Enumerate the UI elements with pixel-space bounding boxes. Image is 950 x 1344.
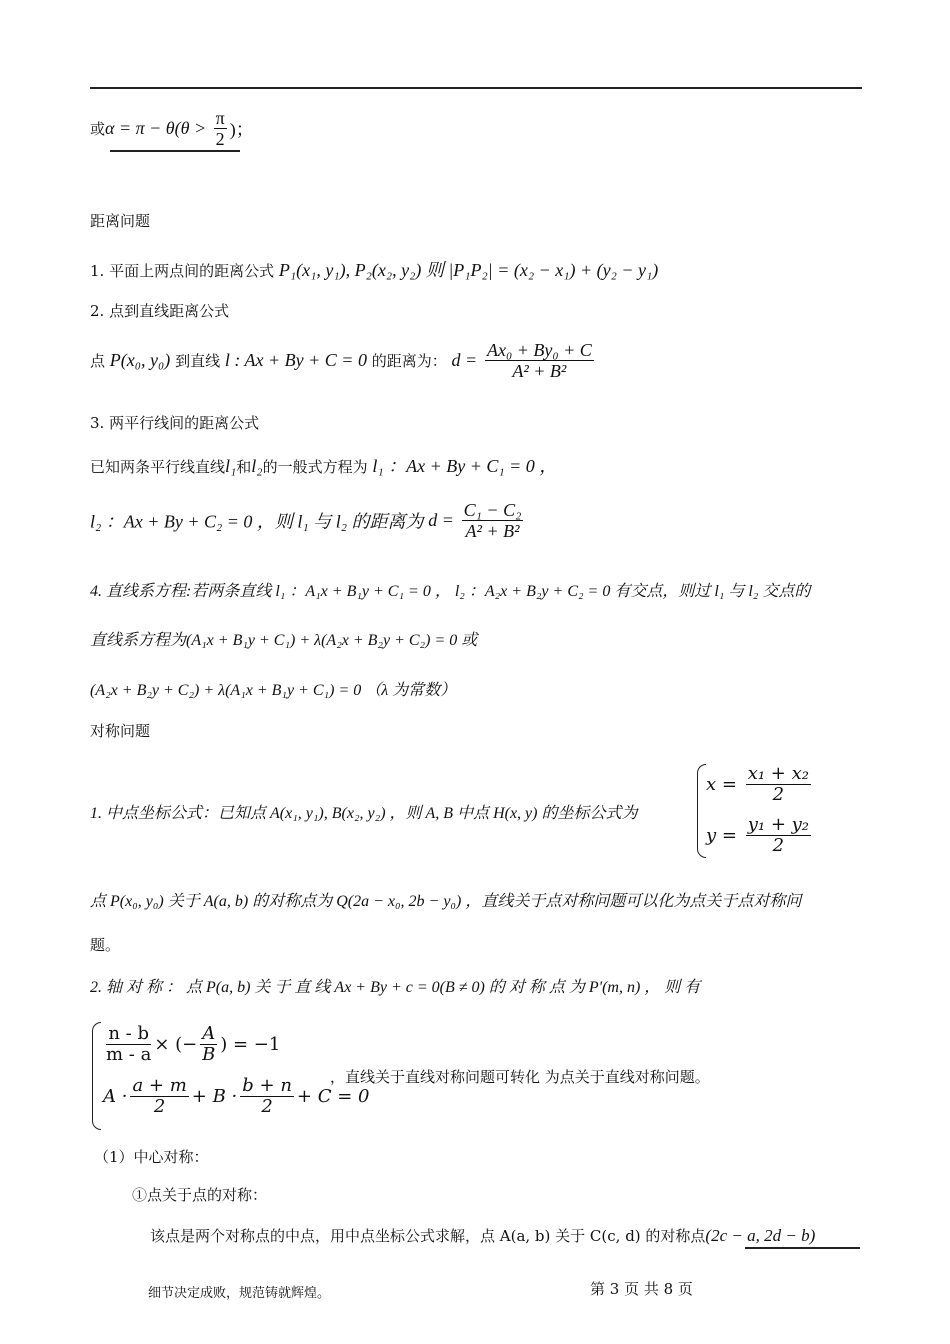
midpoint-y-eq: y = $\frac{\text{y₁ + y₂}}{2}$ bbox=[706, 814, 810, 856]
item2-title: 2. 点到直线距离公式 bbox=[90, 302, 230, 320]
point-sym-result: (2c − a, 2d − b) bbox=[705, 1226, 816, 1245]
axis-sym-brace bbox=[92, 1022, 101, 1130]
item1-formula: P₁(x₁, y₁), P₂(x₂, y₂) 则 |P₁P₂| = (x₂ − x₁) + (y₂ − y₁) bbox=[278, 260, 659, 280]
axis-sym-eq2: A · $\frac{a + m}{2}$ + B · $\frac{b + n}{2}$ + C = 0 bbox=[103, 1075, 370, 1117]
center-sym-heading: （1）中心对称： bbox=[94, 1148, 209, 1166]
axis-sym-eq1: $\frac{n - b}{m - a}$ × (− $\frac{A}{B}$ ) = −1 bbox=[106, 1023, 281, 1065]
footer-motto: 细节决定成败，规范铸就辉煌。 bbox=[148, 1286, 331, 1301]
section-symmetry-heading: 对称问题 bbox=[90, 722, 151, 740]
or-label: 或 bbox=[90, 120, 106, 138]
item3-line2: l₂ ：Ax + By + C₂ = 0 ，则 l₁ 与 l₂ 的距离为 d = $\frac{\text{C₁ − C₂}}{\text{A² + B²}}$ bbox=[90, 500, 522, 541]
item1-line: 1. 平面上两点间的距离公式 P₁(x₁, y₁), P₂(x₂, y₂) 则 |P₁P₂| = (x₂ − x₁) + (y₂ − y₁) bbox=[90, 260, 659, 280]
item4-line2: 直线系方程为(A₁x + B₁y + C₁) + λ(A₂x + B₂y + C₂) = 0 或 bbox=[90, 632, 478, 649]
header-rule bbox=[90, 87, 862, 89]
close-paren: )； bbox=[229, 119, 254, 140]
sym2-after: ，直线关于直线对称问题可转化 为点关于直线对称问题。 bbox=[330, 1068, 710, 1086]
alpha-formula-line bbox=[90, 108, 254, 149]
result-underline bbox=[745, 1247, 860, 1249]
alpha-formula: α = π − θ(θ > bbox=[105, 118, 211, 138]
point-sym-line: 该点是两个对称点的中点，用中点坐标公式求解，点 A(a, b) 关于 C(c, d) 的对称点(2c − a, 2d − b) bbox=[150, 1226, 816, 1245]
item3-title: 3. 两平行线间的距离公式 bbox=[90, 414, 260, 432]
midpoint-brace bbox=[697, 764, 706, 858]
point-line-distance-fraction: $\frac{\text{Ax₀ + By₀ + C}}{\text{A² + B²}}$ bbox=[486, 340, 592, 381]
sym2-line: 2. 轴 对 称 ： 点 P(a, b) 关 于 直 线 Ax + By + c = 0(B ≠ 0) 的 对 称 点 为 P'(m, n) ， 则 有 bbox=[90, 979, 701, 996]
item3-line1: 已知两条平行线直线l₁和l₂的一般式方程为 l₁ ：Ax + By + C₁ = 0 ， bbox=[90, 456, 558, 476]
sym1-line: 1. 中点坐标公式：已知点 A(x₁, y₁), B(x₂, y₂) ，则 A, B 中点 H(x, y) 的坐标公式为 bbox=[90, 805, 638, 822]
footer-page-number: 第 3 页 共 8 页 bbox=[590, 1280, 693, 1298]
sym1-line2: 点 P(x₀, y₀) 关于 A(a, b) 的对称点为 Q(2a − x₀, 2b − y₀) ，直线关于点对称问题可以化为点关于点对称问 bbox=[90, 893, 802, 910]
section-distance-heading: 距离问题 bbox=[90, 212, 151, 230]
point-sym-heading: ①点关于点的对称： bbox=[132, 1186, 268, 1204]
item4-line1: 4. 直线系方程:若两条直线 l₁ ：A₁x + B₁y + C₁ = 0 ， l₂ ：A₂x + B₂y + C₂ = 0 有交点，则过 l₁ 与 l₂ 交点的 bbox=[90, 583, 811, 600]
parallel-distance-fraction: $\frac{\text{C₁ − C₂}}{\text{A² + B²}}$ bbox=[463, 500, 522, 541]
pi-over-two: $\frac{\pi}{2}$ bbox=[215, 108, 225, 149]
sym1-line3: 题。 bbox=[90, 936, 121, 954]
midpoint-x-eq: x = $\frac{\text{x₁ + x₂}}{2}$ bbox=[706, 763, 809, 805]
item4-line3: (A₂x + B₂y + C₂) + λ(A₁x + B₁y + C₁) = 0 （λ 为常数） bbox=[90, 682, 457, 699]
item2-line: 点 P(x₀, y₀) 到直线 l : Ax + By + C = 0 的距离为： d = $\frac{\text{Ax₀ + By₀ + C}}{\text{A² + B²}}$ bbox=[90, 340, 592, 381]
alpha-underline bbox=[110, 150, 240, 152]
